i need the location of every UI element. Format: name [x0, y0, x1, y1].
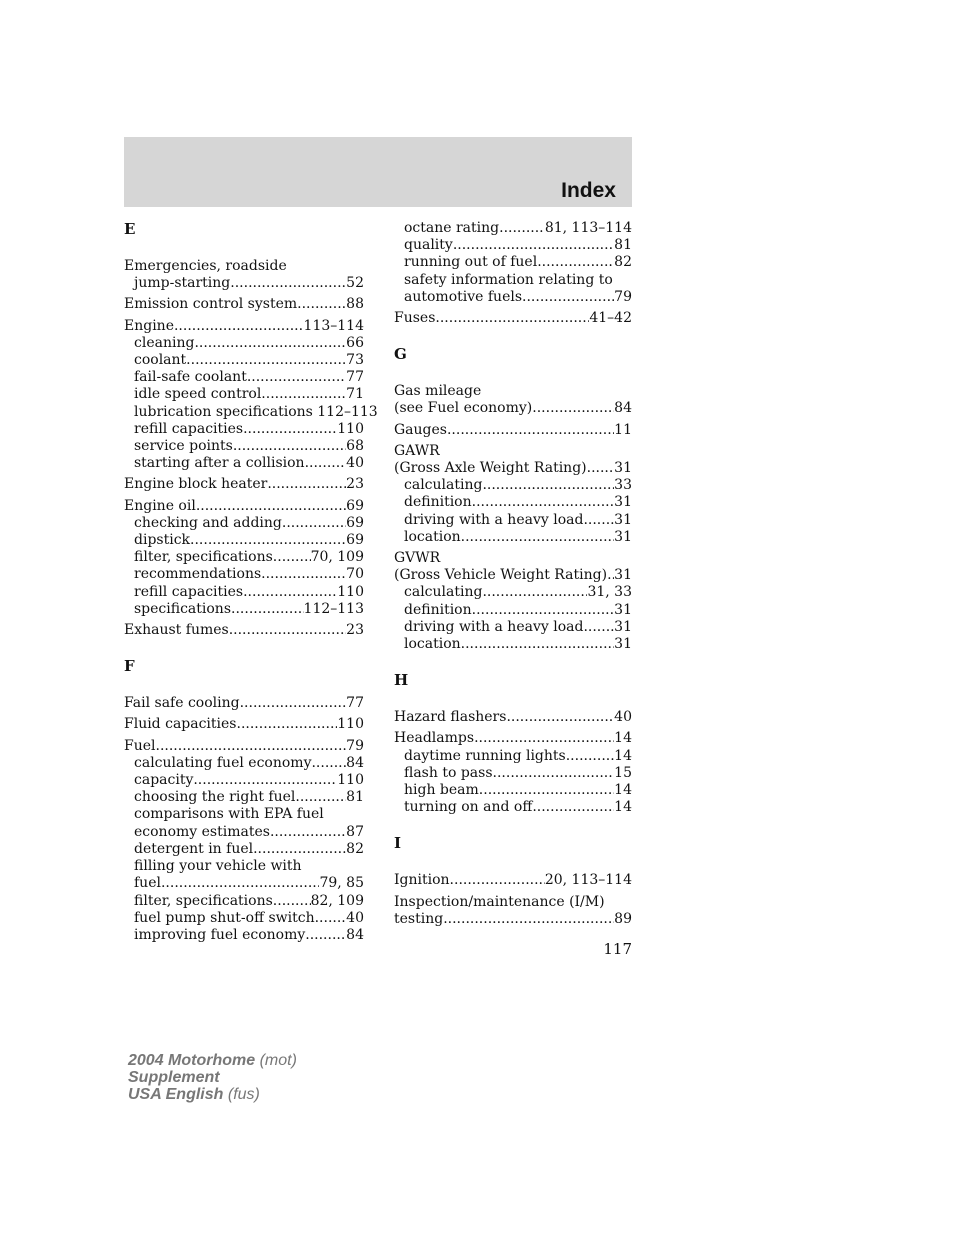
- footer-line-supplement: Supplement: [128, 1069, 220, 1086]
- page-ref: 84: [346, 754, 364, 771]
- page-ref: 77: [346, 695, 364, 712]
- page-ref: 84: [614, 400, 632, 417]
- entry-term: (Gross Axle Weight Rating): [394, 460, 587, 477]
- index-subentry: [124, 421, 364, 438]
- dot-leader: [532, 400, 614, 417]
- page-ref: 81: [614, 237, 632, 254]
- page-ref: 31: [614, 601, 632, 618]
- dot-leader: [472, 494, 615, 511]
- section-title: Index: [561, 179, 616, 202]
- index-subentry: [124, 789, 364, 806]
- section-header-band: [124, 137, 632, 207]
- dot-leader: [230, 275, 346, 292]
- entry-term: Engine: [124, 317, 174, 334]
- index-line: [394, 872, 632, 889]
- page-ref: 110: [337, 772, 364, 789]
- page-ref: 87: [346, 823, 364, 840]
- entry-term: (see Fuel economy): [394, 400, 533, 417]
- dot-leader: [273, 893, 311, 910]
- page-ref: 110: [337, 716, 364, 733]
- dot-leader: [161, 875, 320, 892]
- index-line: [394, 422, 632, 439]
- dot-leader: [461, 636, 615, 653]
- dot-leader: [156, 738, 347, 755]
- index-column-right: [394, 216, 632, 932]
- index-subentry: [124, 438, 364, 455]
- page-ref: 66: [346, 334, 364, 351]
- index-subentry: [394, 494, 632, 511]
- index-subentry: [394, 584, 632, 601]
- footer-model-code: (mot): [259, 1052, 297, 1069]
- document-footer: [128, 1052, 297, 1103]
- page-ref: 31: [614, 494, 632, 511]
- entry-term: (Gross Vehicle Weight Rating): [394, 567, 608, 584]
- page-ref: 31: [614, 567, 632, 584]
- index-subentry: [124, 369, 364, 386]
- dot-leader: [450, 872, 545, 889]
- page-ref: 79: [614, 288, 632, 305]
- entry-term: idle speed control: [134, 386, 262, 403]
- dot-leader: [566, 748, 614, 765]
- index-subentry: [394, 220, 632, 237]
- page-ref: 40: [346, 909, 364, 926]
- entry-term: driving with a heavy load: [404, 618, 584, 635]
- entry-term: location: [404, 636, 461, 653]
- page-ref: 14: [614, 747, 632, 764]
- entry-term: definition: [404, 494, 472, 511]
- index-line: [394, 567, 632, 584]
- entry-term: cleaning: [134, 334, 195, 351]
- dot-leader: [472, 602, 615, 619]
- index-entry: [394, 709, 632, 726]
- index-entry: [394, 872, 632, 889]
- page-ref: 82, 109: [310, 892, 364, 909]
- entry-term: octane rating: [404, 220, 500, 236]
- entry-term: Fluid capacities: [124, 716, 237, 733]
- dot-leader: [532, 799, 614, 816]
- dot-leader: [305, 455, 347, 472]
- letter-heading-f: F: [124, 657, 135, 676]
- page-ref: 77: [346, 369, 364, 386]
- index-line: [124, 622, 364, 639]
- dot-leader: [174, 318, 304, 335]
- page-ref: 33: [614, 477, 632, 494]
- index-subentry: [124, 875, 364, 892]
- index-subentry: [124, 275, 364, 292]
- dot-leader: [435, 310, 589, 327]
- entry-term: Engine oil: [124, 497, 196, 514]
- page-ref: 31: [614, 636, 632, 653]
- page-ref: 110: [337, 583, 364, 600]
- entry-term: specifications: [134, 600, 232, 617]
- page-ref: 110: [337, 420, 364, 437]
- entry-term: Engine block heater: [124, 476, 268, 493]
- page-ref: 31: [614, 528, 632, 545]
- dot-leader: [243, 421, 337, 438]
- dot-leader: [506, 709, 614, 726]
- dot-leader: [194, 335, 346, 352]
- entry-term: refill capacities: [134, 583, 244, 600]
- index-line: [394, 550, 632, 567]
- index-subentry: [124, 386, 364, 403]
- dot-leader: [311, 755, 346, 772]
- entry-term: Inspection/maintenance (I/M): [394, 893, 605, 910]
- dot-leader: [196, 498, 346, 515]
- page-ref: 23: [346, 622, 364, 639]
- page-ref: 20, 113–114: [544, 872, 632, 889]
- page-ref: 40: [346, 455, 364, 472]
- page-ref: 69: [346, 497, 364, 514]
- index-line: [394, 730, 632, 747]
- entry-term: GVWR: [394, 550, 441, 567]
- index-subentry: [124, 910, 364, 927]
- index-line: [124, 318, 364, 335]
- entry-term: Emission control system: [124, 296, 298, 313]
- dot-leader: [461, 529, 615, 546]
- index-subentry: [124, 893, 364, 910]
- dot-leader: [499, 220, 545, 237]
- index-line: [124, 498, 364, 515]
- index-line: [124, 716, 364, 733]
- index-subentry: [124, 455, 364, 472]
- entry-term: calculating fuel economy: [134, 754, 312, 771]
- entry-term: Emergencies, roadside: [124, 258, 287, 274]
- footer-language: USA English: [128, 1086, 224, 1103]
- entry-term: lubrication specifications 112–113: [134, 403, 378, 420]
- dot-leader: [537, 254, 614, 271]
- index-entry: [124, 296, 364, 313]
- page-ref: 31, 33: [587, 584, 632, 601]
- entry-term: filter, specifications: [134, 549, 273, 566]
- entry-term: jump-starting: [134, 275, 231, 292]
- index-subentry: [124, 841, 364, 858]
- index-line: [124, 296, 364, 313]
- entry-term: checking and adding: [134, 514, 282, 531]
- index-subentry: [394, 636, 632, 653]
- footer-language-code: (fus): [227, 1086, 260, 1103]
- dot-leader: [493, 765, 615, 782]
- index-subentry: [394, 529, 632, 546]
- index-entry: [124, 476, 364, 493]
- dot-leader: [253, 841, 346, 858]
- index-line: [394, 310, 632, 327]
- dot-leader: [295, 789, 346, 806]
- page-number: 117: [603, 940, 632, 958]
- dot-leader: [282, 515, 346, 532]
- page-ref: 81, 113–114: [544, 220, 632, 236]
- index-line: [394, 400, 632, 417]
- page-ref: 11: [614, 421, 632, 438]
- entry-term: testing: [394, 910, 444, 927]
- entry-term: daytime running lights: [404, 747, 566, 764]
- dot-leader: [443, 911, 614, 928]
- dot-leader: [240, 695, 347, 712]
- page-ref: 31: [614, 460, 632, 477]
- index-subentry: [124, 824, 364, 841]
- index-line: [394, 894, 632, 911]
- dot-leader: [482, 477, 614, 494]
- page-ref: 14: [614, 782, 632, 799]
- index-line: [394, 709, 632, 726]
- entry-term: starting after a collision: [134, 455, 305, 472]
- entry-term: Fuses: [394, 310, 436, 327]
- page-ref: 79, 85: [319, 875, 364, 892]
- dot-leader: [482, 584, 587, 601]
- entry-term: calculating: [404, 477, 483, 494]
- index-subentry: [124, 927, 364, 944]
- entry-term: filling your vehicle with: [134, 858, 302, 875]
- entry-term: coolant: [134, 352, 187, 369]
- dot-leader: [270, 824, 346, 841]
- index-entry: [394, 550, 632, 653]
- index-entry: [394, 730, 632, 816]
- index-subentry: [394, 748, 632, 765]
- page-ref: 71: [346, 386, 364, 403]
- entry-term: fail-safe coolant: [134, 369, 247, 386]
- entry-term: Ignition: [394, 872, 450, 889]
- page-ref: 79: [346, 737, 364, 754]
- dot-leader: [229, 622, 346, 639]
- entry-term: dipstick: [134, 532, 191, 549]
- index-entry: [124, 258, 364, 292]
- footer-line-language: [128, 1086, 297, 1103]
- entry-term: quality: [404, 237, 453, 254]
- page-ref: 69: [346, 532, 364, 549]
- index-subentry: [394, 289, 632, 306]
- entry-term: definition: [404, 601, 472, 618]
- index-line: [124, 695, 364, 712]
- entry-term: Fail safe cooling: [124, 695, 240, 712]
- page-ref: 89: [614, 910, 632, 927]
- entry-term: service points: [134, 438, 233, 455]
- dot-leader: [305, 927, 346, 944]
- page-ref: 14: [614, 799, 632, 816]
- index-entry: [394, 422, 632, 439]
- index-entry: [124, 738, 364, 944]
- entry-term: Hazard flashers: [394, 709, 507, 726]
- entry-term: detergent in fuel: [134, 840, 254, 857]
- page-ref: 41–42: [589, 310, 632, 327]
- entry-term: Headlamps: [394, 730, 475, 747]
- dot-leader: [447, 422, 614, 439]
- page-ref: 81: [346, 789, 364, 806]
- entry-term: refill capacities: [134, 420, 244, 437]
- index-line: [394, 911, 632, 928]
- dot-leader: [261, 386, 346, 403]
- entry-term: economy estimates: [134, 823, 270, 840]
- index-subentry: [124, 515, 364, 532]
- index-subentry: [124, 601, 364, 618]
- page-ref: 84: [346, 926, 364, 943]
- index-line: [124, 738, 364, 755]
- index-entry: [394, 383, 632, 417]
- index-subentry: [124, 806, 364, 823]
- entry-term: GAWR: [394, 442, 440, 459]
- entry-term: choosing the right fuel: [134, 789, 296, 806]
- index-subentry: [394, 512, 632, 529]
- entry-term: flash to pass: [404, 764, 493, 781]
- index-entry: [124, 498, 364, 618]
- index-entry: [124, 317, 378, 473]
- index-subentry: [394, 237, 632, 254]
- dot-leader: [474, 730, 614, 747]
- index-line: [394, 460, 632, 477]
- entry-term: filter, specifications: [134, 892, 273, 909]
- page-ref: 23: [346, 476, 364, 493]
- page-ref: 31: [614, 511, 632, 528]
- entry-term: capacity: [134, 772, 194, 789]
- footer-model: 2004 Motorhome: [128, 1052, 256, 1069]
- index-subentry: [394, 477, 632, 494]
- dot-leader: [231, 601, 304, 618]
- entry-term: fuel pump shut-off switch: [134, 909, 315, 926]
- index-subentry: [124, 858, 364, 875]
- index-subentry: [394, 799, 632, 816]
- entry-term: high beam: [404, 782, 479, 799]
- entry-term: recommendations: [134, 566, 262, 583]
- page-ref: 112–113: [303, 600, 364, 617]
- entry-term: improving fuel economy: [134, 926, 306, 943]
- index-subentry: [124, 566, 364, 583]
- index-entry: [124, 695, 364, 712]
- index-line: [394, 443, 632, 460]
- dot-leader: [186, 352, 346, 369]
- dot-leader: [190, 532, 346, 549]
- letter-heading-e: E: [124, 220, 136, 238]
- dot-leader: [479, 782, 614, 799]
- page-ref: 69: [346, 514, 364, 531]
- entry-term: running out of fuel: [404, 254, 538, 271]
- page-ref: 82: [614, 254, 632, 271]
- dot-leader: [607, 567, 614, 584]
- dot-leader: [233, 438, 346, 455]
- page-ref: 14: [614, 730, 632, 747]
- entry-term: safety information relating to: [404, 271, 613, 288]
- index-subentry: [124, 352, 364, 369]
- footer-line-model: [128, 1052, 297, 1069]
- dot-leader: [243, 584, 337, 601]
- dot-leader: [453, 237, 614, 254]
- index-entry-continued: [394, 220, 632, 306]
- entry-term: turning on and off: [404, 799, 533, 816]
- entry-term: driving with a heavy load: [404, 511, 584, 528]
- index-subentry: [394, 602, 632, 619]
- index-subentry: [124, 584, 364, 601]
- page-ref: 68: [346, 438, 364, 455]
- index-subentry: [124, 549, 364, 566]
- dot-leader: [273, 549, 311, 566]
- index-entry: [124, 622, 364, 639]
- page-ref: 82: [346, 840, 364, 857]
- index-entry: [124, 716, 364, 733]
- page-ref: 88: [346, 296, 364, 313]
- dot-leader: [247, 369, 346, 386]
- index-subentry: [124, 403, 378, 421]
- entry-term: calculating: [404, 584, 483, 601]
- page-ref: 70, 109: [310, 549, 364, 566]
- page-ref: 70: [346, 566, 364, 583]
- dot-leader: [237, 716, 338, 733]
- entry-term: Gas mileage: [394, 383, 482, 400]
- dot-leader: [587, 460, 615, 477]
- letter-heading-h: H: [394, 671, 409, 690]
- index-subentry: [394, 272, 632, 289]
- dot-leader: [267, 476, 346, 493]
- index-subentry: [124, 772, 364, 789]
- dot-leader: [315, 910, 347, 927]
- index-line: [124, 476, 364, 493]
- entry-term: Gauges: [394, 421, 447, 438]
- dot-leader: [583, 619, 614, 636]
- letter-heading-i: I: [394, 834, 402, 853]
- entry-term: location: [404, 528, 461, 545]
- dot-leader: [193, 772, 337, 789]
- index-subentry: [124, 335, 364, 352]
- index-subentry: [394, 765, 632, 782]
- entry-term: comparisons with EPA fuel: [134, 806, 324, 823]
- letter-heading-g: G: [394, 345, 407, 364]
- page-ref: 40: [614, 709, 632, 726]
- page-ref: 52: [346, 275, 364, 292]
- dot-leader: [583, 512, 614, 529]
- entry-term: Fuel: [124, 737, 156, 754]
- index-column-left: [124, 216, 378, 948]
- page-ref: 113–114: [303, 317, 364, 334]
- index-line: [394, 383, 632, 400]
- index-entry: [394, 443, 632, 546]
- dot-leader: [522, 289, 614, 306]
- dot-leader: [297, 296, 346, 313]
- index-subentry: [394, 782, 632, 799]
- page-ref: 73: [346, 352, 364, 369]
- page-ref: 31: [614, 618, 632, 635]
- index-subentry: [394, 619, 632, 636]
- index-line: [124, 258, 364, 275]
- index-subentry: [124, 532, 364, 549]
- dot-leader: [261, 566, 346, 583]
- entry-term: automotive fuels: [404, 288, 523, 305]
- index-entry: [394, 894, 632, 928]
- page-ref: 15: [614, 764, 632, 781]
- entry-term: fuel: [134, 875, 161, 892]
- entry-term: Exhaust fumes: [124, 622, 229, 639]
- index-subentry: [124, 755, 364, 772]
- index-subentry: [394, 254, 632, 271]
- index-entry: [394, 310, 632, 327]
